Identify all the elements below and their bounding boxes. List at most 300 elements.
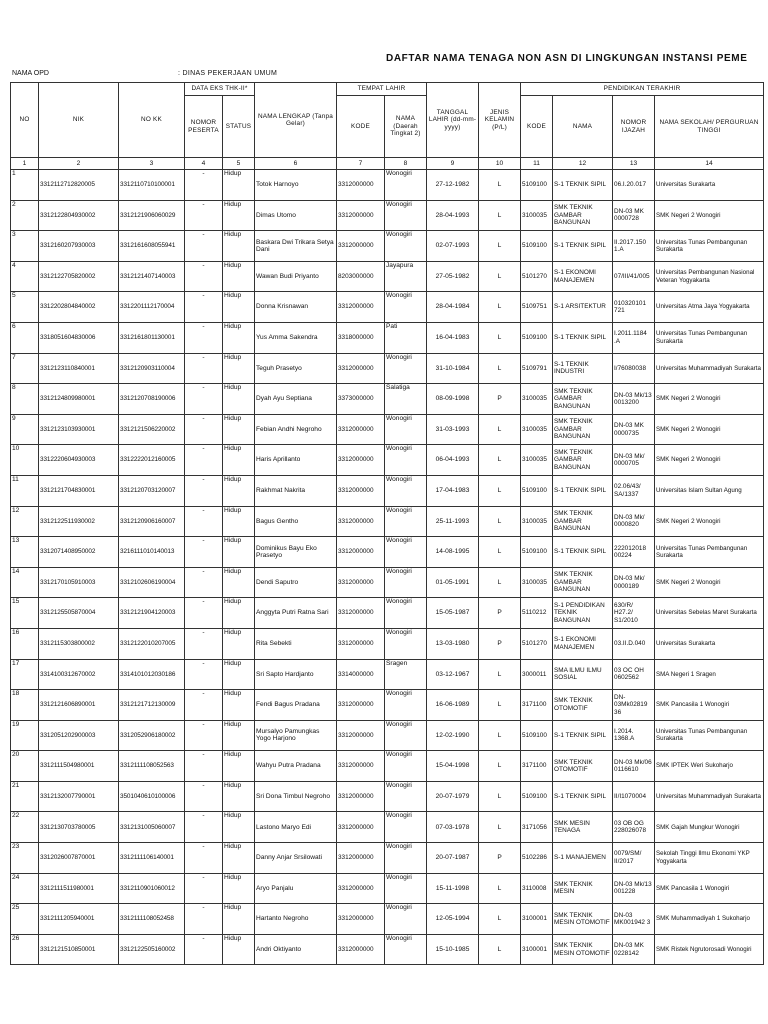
table-row [11, 873, 764, 904]
cell-nama-daerah: Wonogiri [385, 537, 427, 568]
table-row [11, 628, 764, 659]
cell-no: 14 [11, 567, 39, 598]
cell-nik: 3312220604930003 [39, 445, 119, 476]
cell-nama-pendidikan: SMK TEKNIK GAMBAR BANGUNAN [553, 414, 613, 445]
table-row [11, 598, 764, 629]
cell-kode-daerah: 3312000000 [337, 506, 385, 537]
table-row [11, 843, 764, 874]
cell-kode-daerah: 3312000000 [337, 904, 385, 935]
cell-no: 24 [11, 873, 39, 904]
cell-nama-daerah: Wonogiri [385, 598, 427, 629]
cell-nomor-peserta: - [185, 904, 223, 935]
header-nama-pendidikan: NAMA [553, 96, 613, 158]
header-nomor-peserta: NOMOR PESERTA [185, 96, 223, 158]
cell-tanggal-lahir: 15-05-1987 [427, 598, 479, 629]
cell-no-kk: 3312161801130001 [119, 322, 185, 353]
cell-status: Hidup [223, 843, 255, 874]
opd-label: NAMA OPD [12, 70, 49, 77]
cell-status: Hidup [223, 720, 255, 751]
cell-kode-pendidikan: 3100035 [521, 384, 553, 415]
cell-nomor-peserta: - [185, 506, 223, 537]
cell-nomor-ijazah: 03 OB OG 228026078 [613, 812, 655, 843]
cell-nomor-peserta: - [185, 567, 223, 598]
cell-nama-daerah: Wonogiri [385, 781, 427, 812]
header-no-kk: NO KK [119, 83, 185, 158]
cell-kode-pendidikan: 3100035 [521, 445, 553, 476]
cell-no-kk: 3312110710100001 [119, 170, 185, 201]
table-row [11, 781, 764, 812]
cell-kode-daerah: 3312000000 [337, 353, 385, 384]
cell-jenis-kelamin: L [479, 812, 521, 843]
cell-nama-lengkap: Fendi Bagus Pradana [255, 690, 337, 721]
cell-nama-lengkap: Rakhmat Nakrita [255, 475, 337, 506]
cell-kode-pendidikan: 5109100 [521, 322, 553, 353]
cell-nama-lengkap: Anggyta Putri Ratna Sari [255, 598, 337, 629]
cell-kode-daerah: 3314000000 [337, 659, 385, 690]
cell-tanggal-lahir: 20-07-1987 [427, 843, 479, 874]
cell-no: 4 [11, 261, 39, 292]
cell-no: 7 [11, 353, 39, 384]
cell-nik: 3312121606890001 [39, 690, 119, 721]
cell-no-kk: 3312161608055941 [119, 231, 185, 262]
cell-nama-sekolah: SMK Pancasila 1 Wonogiri [655, 690, 764, 721]
cell-nik: 3312122705820002 [39, 261, 119, 292]
table-row [11, 537, 764, 568]
cell-nama-daerah: Wonogiri [385, 720, 427, 751]
cell-nama-sekolah: Universitas Sebelas Maret Surakarta [655, 598, 764, 629]
cell-nama-pendidikan: S-1 EKONOMI MANAJEMEN [553, 261, 613, 292]
column-number: 5 [223, 158, 255, 170]
cell-kode-pendidikan: 5101270 [521, 628, 553, 659]
header-data-eks: DATA EKS THK-II* [185, 83, 255, 96]
table-row [11, 506, 764, 537]
cell-nomor-ijazah: 630/R/ H27.2/ S1/2010 [613, 598, 655, 629]
header-nomor-ijazah: NOMOR IJAZAH [613, 96, 655, 158]
cell-nomor-peserta: - [185, 322, 223, 353]
cell-kode-daerah: 3318000000 [337, 322, 385, 353]
cell-tanggal-lahir: 15-04-1998 [427, 751, 479, 782]
cell-status: Hidup [223, 384, 255, 415]
cell-nik: 3312051202900003 [39, 720, 119, 751]
cell-nik: 3312132007790001 [39, 781, 119, 812]
cell-no-kk: 3312121506220002 [119, 414, 185, 445]
cell-nama-pendidikan: S-1 TEKNIK SIPIL [553, 720, 613, 751]
column-number: 11 [521, 158, 553, 170]
header-kode: KODE [337, 96, 385, 158]
table-row [11, 567, 764, 598]
cell-status: Hidup [223, 690, 255, 721]
cell-no: 10 [11, 445, 39, 476]
table-row [11, 934, 764, 965]
cell-nomor-ijazah: 0079/SM/ II/2017 [613, 843, 655, 874]
cell-nama-daerah: Wonogiri [385, 200, 427, 231]
column-number-row [11, 158, 764, 170]
cell-nama-pendidikan: SMK TEKNIK GAMBAR BANGUNAN [553, 384, 613, 415]
cell-nomor-ijazah: DN-03Mk02819 36 [613, 690, 655, 721]
header-nik: NIK [39, 83, 119, 158]
cell-no: 3 [11, 231, 39, 262]
table-body [11, 170, 764, 965]
cell-nik: 3314100312670002 [39, 659, 119, 690]
cell-no: 11 [11, 475, 39, 506]
cell-nama-sekolah: Universitas Atma Jaya Yogyakarta [655, 292, 764, 323]
cell-nomor-peserta: - [185, 843, 223, 874]
cell-kode-daerah: 3312000000 [337, 537, 385, 568]
cell-nomor-ijazah: 07/III/41/005 [613, 261, 655, 292]
cell-kode-pendidikan: 5109100 [521, 720, 553, 751]
cell-nik: 3312130703780005 [39, 812, 119, 843]
cell-status: Hidup [223, 567, 255, 598]
cell-no: 20 [11, 751, 39, 782]
cell-no: 15 [11, 598, 39, 629]
cell-nama-lengkap: Wahyu Putra Pradana [255, 751, 337, 782]
cell-status: Hidup [223, 812, 255, 843]
cell-no-kk: 3312131005060007 [119, 812, 185, 843]
cell-nama-daerah: Wonogiri [385, 445, 427, 476]
cell-no: 1 [11, 170, 39, 201]
cell-nama-daerah: Wonogiri [385, 904, 427, 935]
cell-kode-daerah: 3312000000 [337, 812, 385, 843]
cell-no-kk: 3312110901060012 [119, 873, 185, 904]
cell-jenis-kelamin: P [479, 598, 521, 629]
cell-kode-daerah: 3312000000 [337, 690, 385, 721]
cell-nik: 3312125505870004 [39, 598, 119, 629]
cell-nama-sekolah: SMK Negeri 2 Wonogiri [655, 384, 764, 415]
cell-kode-pendidikan: 3100035 [521, 506, 553, 537]
cell-nama-pendidikan: SMK TEKNIK GAMBAR BANGUNAN [553, 200, 613, 231]
cell-no: 19 [11, 720, 39, 751]
cell-nomor-ijazah: II/I1070004 [613, 781, 655, 812]
cell-no-kk: 3312122505160002 [119, 934, 185, 965]
table-row [11, 170, 764, 201]
column-number: 9 [427, 158, 479, 170]
table-row [11, 231, 764, 262]
cell-tanggal-lahir: 14-08-1995 [427, 537, 479, 568]
cell-nama-sekolah: Universitas Tunas Pembangunan Surakarta [655, 231, 764, 262]
cell-tanggal-lahir: 03-12-1967 [427, 659, 479, 690]
column-number: 10 [479, 158, 521, 170]
cell-nama-pendidikan: S-1 TEKNIK SIPIL [553, 537, 613, 568]
cell-kode-daerah: 3312000000 [337, 475, 385, 506]
cell-nama-sekolah: Universitas Surakarta [655, 628, 764, 659]
cell-nomor-ijazah: 02.06/43/ SA/1337 [613, 475, 655, 506]
cell-nomor-ijazah: 03 OC OH 0602562 [613, 659, 655, 690]
cell-nomor-peserta: - [185, 628, 223, 659]
cell-kode-pendidikan: 3100035 [521, 414, 553, 445]
cell-kode-pendidikan: 3171100 [521, 751, 553, 782]
cell-nama-pendidikan: SMK TEKNIK GAMBAR BANGUNAN [553, 506, 613, 537]
cell-nama-lengkap: Wawan Budi Priyanto [255, 261, 337, 292]
cell-nama-sekolah: SMK Muhammadiyah 1 Sukoharjo [655, 904, 764, 935]
cell-jenis-kelamin: L [479, 720, 521, 751]
cell-kode-pendidikan: 5109100 [521, 475, 553, 506]
cell-nama-lengkap: Dyah Ayu Septiana [255, 384, 337, 415]
cell-nama-sekolah: Universitas Tunas Pembangunan Surakarta [655, 537, 764, 568]
cell-no-kk: 3312102606190004 [119, 567, 185, 598]
table-row [11, 261, 764, 292]
cell-no: 8 [11, 384, 39, 415]
cell-nama-daerah: Wonogiri [385, 843, 427, 874]
column-number: 3 [119, 158, 185, 170]
cell-nomor-peserta: - [185, 200, 223, 231]
cell-nama-pendidikan: SMA ILMU ILMU SOSIAL [553, 659, 613, 690]
cell-nomor-ijazah: DN-03 Mk/13 0013200 [613, 384, 655, 415]
cell-nama-pendidikan: S-1 PENDIDIKAN TEKNIK BANGUNAN [553, 598, 613, 629]
cell-nama-pendidikan: S-1 TEKNIK SIPIL [553, 322, 613, 353]
cell-no-kk: 3312111106140001 [119, 843, 185, 874]
cell-status: Hidup [223, 353, 255, 384]
cell-nik: 3312122804930002 [39, 200, 119, 231]
cell-nik: 3312123103930001 [39, 414, 119, 445]
table-row [11, 292, 764, 323]
cell-kode-daerah: 3312000000 [337, 720, 385, 751]
cell-nama-sekolah: SMK Gajah Mungkur Wonogiri [655, 812, 764, 843]
cell-tanggal-lahir: 27-05-1982 [427, 261, 479, 292]
cell-no: 5 [11, 292, 39, 323]
cell-nomor-peserta: - [185, 690, 223, 721]
cell-nama-lengkap: Febian Andhi Negroho [255, 414, 337, 445]
cell-nik: 3312111504980001 [39, 751, 119, 782]
cell-kode-pendidikan: 5110212 [521, 598, 553, 629]
cell-no-kk: 3312121904120003 [119, 598, 185, 629]
cell-tanggal-lahir: 07-03-1978 [427, 812, 479, 843]
cell-nama-pendidikan: SMK TEKNIK GAMBAR BANGUNAN [553, 445, 613, 476]
cell-nama-daerah: Wonogiri [385, 292, 427, 323]
cell-nama-lengkap: Andri Oktiyanto [255, 934, 337, 965]
cell-nama-lengkap: Baskara Dwi Trikara Setya Dani [255, 231, 337, 262]
cell-no-kk: 3312111108052458 [119, 904, 185, 935]
table-row [11, 200, 764, 231]
header-no: NO [11, 83, 39, 158]
cell-kode-pendidikan: 5109100 [521, 231, 553, 262]
cell-nomor-ijazah: DN-03 Mk/ 0000705 [613, 445, 655, 476]
cell-kode-pendidikan: 3000011 [521, 659, 553, 690]
header-kode-pendidikan: KODE [521, 96, 553, 158]
cell-status: Hidup [223, 628, 255, 659]
column-number: 14 [655, 158, 764, 170]
cell-nik: 3312160207930003 [39, 231, 119, 262]
cell-jenis-kelamin: L [479, 873, 521, 904]
cell-nama-lengkap: Sri Dona Timbul Negroho [255, 781, 337, 812]
cell-no: 13 [11, 537, 39, 568]
cell-jenis-kelamin: L [479, 414, 521, 445]
table-row [11, 720, 764, 751]
header-nama-daerah: NAMA (Daerah Tingkat 2) [385, 96, 427, 158]
column-number: 12 [553, 158, 613, 170]
cell-no: 2 [11, 200, 39, 231]
cell-nama-lengkap: Haris Aprillanto [255, 445, 337, 476]
cell-jenis-kelamin: L [479, 353, 521, 384]
cell-jenis-kelamin: L [479, 659, 521, 690]
cell-status: Hidup [223, 904, 255, 935]
cell-nik: 3312071408950002 [39, 537, 119, 568]
column-number: 4 [185, 158, 223, 170]
cell-nomor-peserta: - [185, 170, 223, 201]
cell-nama-sekolah: Universitas Muhammadiyah Surakarta [655, 781, 764, 812]
cell-nama-daerah: Wonogiri [385, 414, 427, 445]
cell-no-kk: 3312052906180002 [119, 720, 185, 751]
cell-jenis-kelamin: L [479, 934, 521, 965]
cell-nama-pendidikan: S-1 EKONOMI MANAJEMEN [553, 628, 613, 659]
cell-nik: 3312202804840002 [39, 292, 119, 323]
header-jenis-kelamin: JENIS KELAMIN (P/L) [479, 83, 521, 158]
cell-kode-daerah: 3312000000 [337, 292, 385, 323]
cell-nik: 3312026007870001 [39, 843, 119, 874]
cell-nik: 3312111511980001 [39, 873, 119, 904]
cell-nama-sekolah: Sekolah Tinggi Ilmu Ekonomi YKP Yogyakarta [655, 843, 764, 874]
cell-kode-daerah: 3312000000 [337, 445, 385, 476]
cell-nama-daerah: Wonogiri [385, 690, 427, 721]
column-number: 7 [337, 158, 385, 170]
header-status: STATUS [223, 96, 255, 158]
table-row [11, 690, 764, 721]
cell-nik: 3312123110840001 [39, 353, 119, 384]
cell-nama-sekolah: Universitas Tunas Pembangunan Surakarta [655, 322, 764, 353]
cell-status: Hidup [223, 934, 255, 965]
cell-jenis-kelamin: L [479, 170, 521, 201]
table-row [11, 659, 764, 690]
cell-status: Hidup [223, 445, 255, 476]
cell-no-kk: 3312120708190006 [119, 384, 185, 415]
cell-status: Hidup [223, 322, 255, 353]
cell-jenis-kelamin: L [479, 904, 521, 935]
cell-jenis-kelamin: L [479, 292, 521, 323]
cell-nama-daerah: Wonogiri [385, 170, 427, 201]
cell-tanggal-lahir: 27-12-1982 [427, 170, 479, 201]
cell-nama-pendidikan: S-1 TEKNIK SIPIL [553, 781, 613, 812]
cell-nama-sekolah: Universitas Surakarta [655, 170, 764, 201]
cell-jenis-kelamin: L [479, 231, 521, 262]
cell-no: 22 [11, 812, 39, 843]
cell-kode-pendidikan: 3171056 [521, 812, 553, 843]
cell-no: 26 [11, 934, 39, 965]
cell-kode-daerah: 3312000000 [337, 170, 385, 201]
cell-nomor-ijazah: DN-03 Mk/06 0116610 [613, 751, 655, 782]
cell-tanggal-lahir: 25-11-1993 [427, 506, 479, 537]
cell-nomor-ijazah: DN-03 Mk/ 0000189 [613, 567, 655, 598]
cell-nama-pendidikan: S-1 TEKNIK SIPIL [553, 231, 613, 262]
cell-no-kk: 3312222012160005 [119, 445, 185, 476]
cell-kode-daerah: 3312000000 [337, 414, 385, 445]
cell-nomor-ijazah: 06.I.20.017 [613, 170, 655, 201]
cell-kode-pendidikan: 5101270 [521, 261, 553, 292]
cell-nama-daerah: Wonogiri [385, 628, 427, 659]
cell-nama-daerah: Sragen [385, 659, 427, 690]
cell-nama-lengkap: Totok Harnoyo [255, 170, 337, 201]
header-nama-lengkap: NAMA LENGKAP (Tanpa Gelar) [255, 83, 337, 158]
cell-nomor-peserta: - [185, 934, 223, 965]
cell-nama-lengkap: Rita Sebekti [255, 628, 337, 659]
cell-kode-pendidikan: 3110008 [521, 873, 553, 904]
cell-nama-pendidikan: SMK TEKNIK MESIN OTOMOTIF [553, 934, 613, 965]
cell-nomor-peserta: - [185, 384, 223, 415]
cell-nama-daerah: Jayapura [385, 261, 427, 292]
cell-nama-sekolah: SMK IPTEK Weri Sukoharjo [655, 751, 764, 782]
cell-nik: 3312111205940001 [39, 904, 119, 935]
cell-nama-daerah: Wonogiri [385, 873, 427, 904]
cell-nomor-ijazah: I.2014. 1368.A [613, 720, 655, 751]
cell-nama-lengkap: Lastono Maryo Edi [255, 812, 337, 843]
cell-nama-daerah: Wonogiri [385, 812, 427, 843]
cell-nik: 3312124809980001 [39, 384, 119, 415]
cell-nomor-ijazah: DN-03 MK 0228142 [613, 934, 655, 965]
cell-no-kk: 3216111010140013 [119, 537, 185, 568]
cell-no: 6 [11, 322, 39, 353]
cell-nama-sekolah: SMK Negeri 2 Wonogiri [655, 445, 764, 476]
cell-nama-daerah: Wonogiri [385, 353, 427, 384]
cell-nama-daerah: Wonogiri [385, 506, 427, 537]
cell-nomor-peserta: - [185, 751, 223, 782]
cell-nama-lengkap: Dimas Utomo [255, 200, 337, 231]
cell-tanggal-lahir: 08-09-1998 [427, 384, 479, 415]
cell-nomor-peserta: - [185, 720, 223, 751]
cell-jenis-kelamin: L [479, 200, 521, 231]
cell-nik: 3312115303800002 [39, 628, 119, 659]
cell-no: 21 [11, 781, 39, 812]
cell-status: Hidup [223, 751, 255, 782]
cell-nama-pendidikan: SMK TEKNIK MESIN OTOMOTIF [553, 904, 613, 935]
cell-tanggal-lahir: 01-05-1991 [427, 567, 479, 598]
cell-status: Hidup [223, 873, 255, 904]
table-row [11, 445, 764, 476]
cell-tanggal-lahir: 15-11-1998 [427, 873, 479, 904]
cell-nik: 3312170105910003 [39, 567, 119, 598]
column-number: 1 [11, 158, 39, 170]
cell-kode-daerah: 3312000000 [337, 628, 385, 659]
table-row [11, 384, 764, 415]
cell-nama-sekolah: Universitas Pembangunan Nasional Veteran Yogyakarta [655, 261, 764, 292]
cell-nomor-ijazah: DN-03 MK 0000728 [613, 200, 655, 231]
cell-kode-daerah: 3312000000 [337, 781, 385, 812]
cell-nomor-ijazah: I/76080038 [613, 353, 655, 384]
cell-nama-lengkap: Yus Amma Sakendra [255, 322, 337, 353]
cell-nama-sekolah: Universitas Islam Sultan Agung [655, 475, 764, 506]
cell-status: Hidup [223, 598, 255, 629]
cell-jenis-kelamin: L [479, 751, 521, 782]
cell-kode-pendidikan: 5109100 [521, 537, 553, 568]
cell-kode-pendidikan: 3100035 [521, 200, 553, 231]
cell-nama-sekolah: SMK Negeri 2 Wonogiri [655, 567, 764, 598]
cell-status: Hidup [223, 506, 255, 537]
cell-no-kk: 3312111108052563 [119, 751, 185, 782]
header-nama-sekolah: NAMA SEKOLAH/ PERGURUAN TINGGI [655, 96, 764, 158]
cell-nama-pendidikan: S-1 TEKNIK SIPIL [553, 170, 613, 201]
cell-nama-sekolah: Universitas Muhammadiyah Surakarta [655, 353, 764, 384]
cell-nama-lengkap: Bagus Gentho [255, 506, 337, 537]
cell-kode-pendidikan: 5102286 [521, 843, 553, 874]
cell-nik: 3312121510850001 [39, 934, 119, 965]
cell-kode-pendidikan: 3100001 [521, 934, 553, 965]
cell-nomor-peserta: - [185, 292, 223, 323]
header-tempat-lahir: TEMPAT LAHIR [337, 83, 427, 96]
cell-kode-daerah: 3312000000 [337, 200, 385, 231]
cell-nama-lengkap: Danny Anjar Srsilowati [255, 843, 337, 874]
cell-nama-sekolah: SMK Negeri 2 Wonogiri [655, 506, 764, 537]
cell-kode-daerah: 3312000000 [337, 567, 385, 598]
cell-no-kk: 3312121906060029 [119, 200, 185, 231]
cell-nomor-peserta: - [185, 537, 223, 568]
cell-nama-pendidikan: SMK TEKNIK MESIN [553, 873, 613, 904]
column-number: 8 [385, 158, 427, 170]
cell-nama-pendidikan: SMK TEKNIK GAMBAR BANGUNAN [553, 567, 613, 598]
cell-nomor-ijazah: DN-03 Mk/ 0000820 [613, 506, 655, 537]
cell-nama-pendidikan: SMK MESIN TENAGA [553, 812, 613, 843]
cell-no: 16 [11, 628, 39, 659]
cell-kode-pendidikan: 3171100 [521, 690, 553, 721]
cell-nama-daerah: Wonogiri [385, 475, 427, 506]
cell-tanggal-lahir: 20-07-1979 [427, 781, 479, 812]
cell-nama-daerah: Salatiga [385, 384, 427, 415]
